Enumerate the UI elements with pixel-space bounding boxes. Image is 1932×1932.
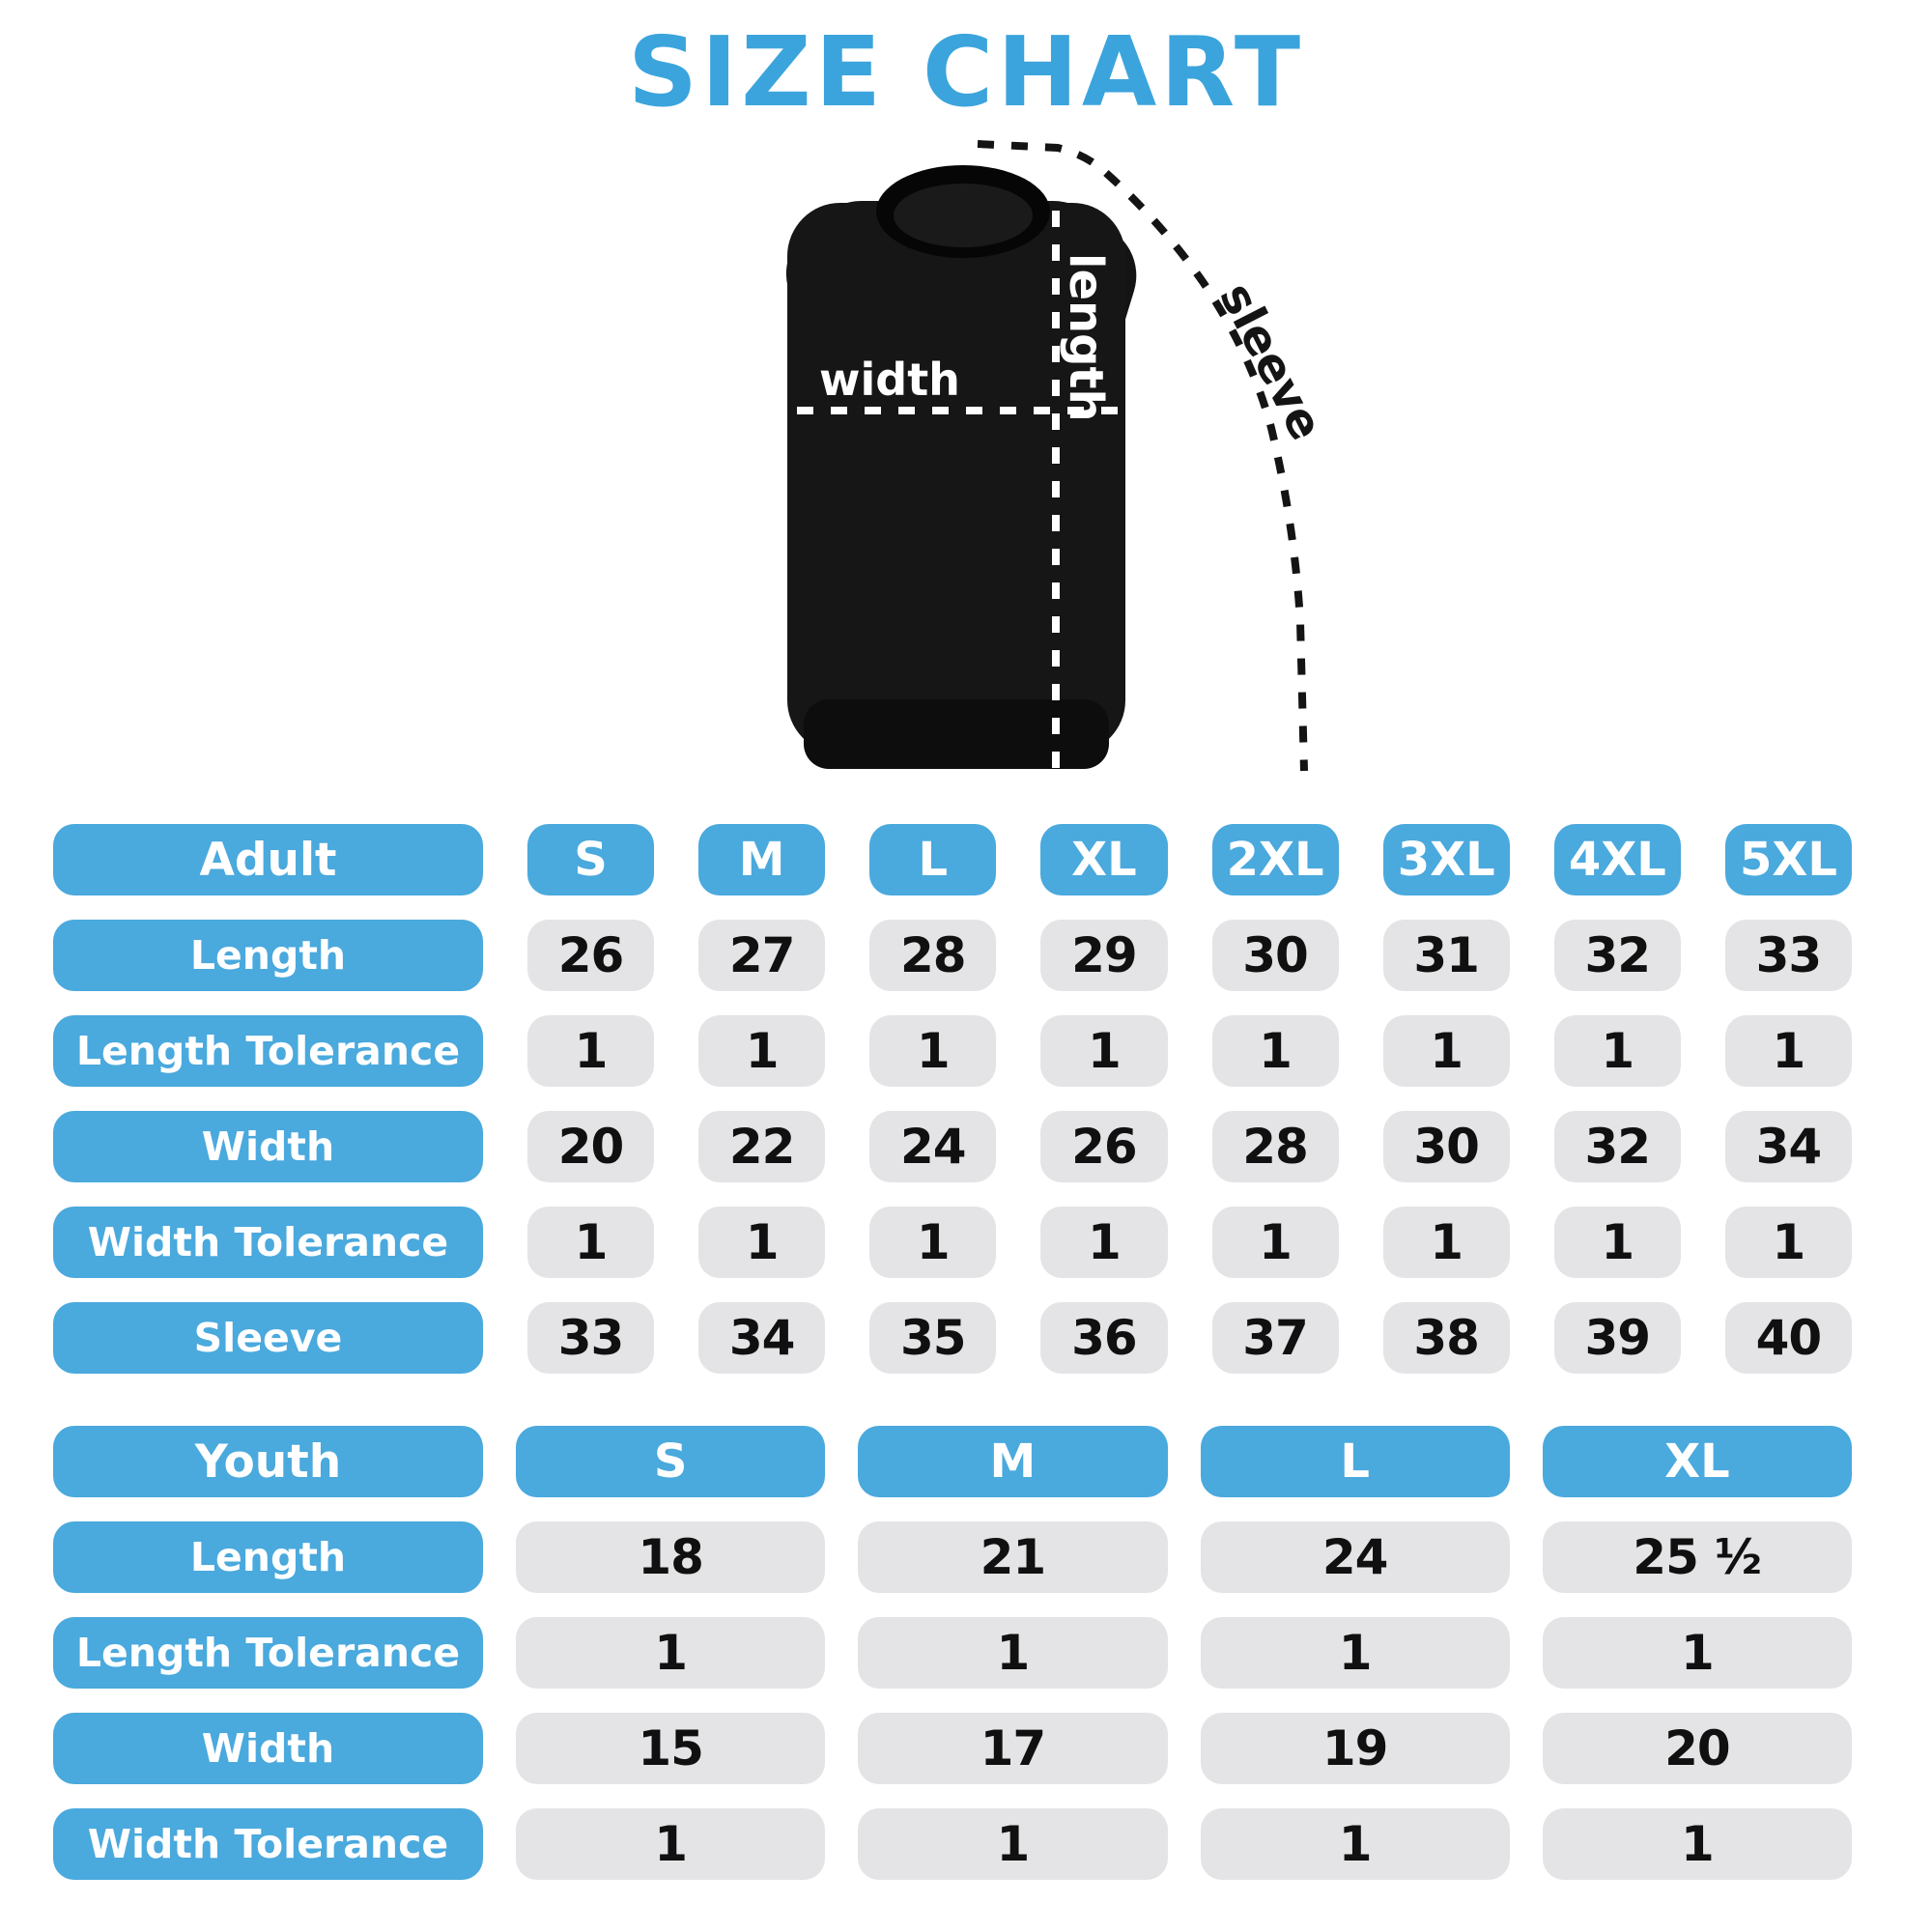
collar-inner — [894, 184, 1033, 247]
value-cell: 31 — [1383, 920, 1510, 991]
sweatshirt-diagram — [531, 108, 1352, 808]
value-cell: 30 — [1383, 1111, 1510, 1182]
size-header-cell: M — [698, 824, 825, 895]
value-cell: 32 — [1554, 1111, 1681, 1182]
value-cell: 1 — [1554, 1207, 1681, 1278]
value-cell: 26 — [527, 920, 654, 991]
value-cell: 1 — [869, 1207, 996, 1278]
value-cell: 25 ¹⁄₂ — [1543, 1521, 1852, 1593]
value-cell: 1 — [1201, 1808, 1510, 1880]
table-title-cell: Adult — [53, 824, 483, 895]
sweatshirt-graphic — [531, 108, 1352, 808]
value-cell: 21 — [858, 1521, 1167, 1593]
value-cell: 1 — [516, 1617, 825, 1689]
value-cell: 1 — [1554, 1015, 1681, 1087]
hem-band — [804, 699, 1109, 769]
value-cell: 1 — [1725, 1207, 1852, 1278]
table-row — [53, 1015, 1852, 1087]
value-cell: 28 — [1212, 1111, 1339, 1182]
value-cell: 34 — [698, 1302, 825, 1374]
table-row — [53, 1111, 1852, 1182]
value-cell: 36 — [1040, 1302, 1167, 1374]
row-label-cell: Width — [53, 1111, 483, 1182]
value-cell: 1 — [869, 1015, 996, 1087]
value-cell: 29 — [1040, 920, 1167, 991]
value-cell: 1 — [1040, 1015, 1167, 1087]
table-row — [53, 1808, 1852, 1880]
value-cell: 17 — [858, 1713, 1167, 1784]
row-label-cell: Length Tolerance — [53, 1015, 483, 1087]
value-cell: 1 — [698, 1015, 825, 1087]
table-title-cell: Youth — [53, 1426, 483, 1497]
value-cell: 1 — [1201, 1617, 1510, 1689]
size-header-cell: 4XL — [1554, 824, 1681, 895]
value-cell: 1 — [1383, 1207, 1510, 1278]
size-header-cell: 5XL — [1725, 824, 1852, 895]
value-cell: 1 — [1725, 1015, 1852, 1087]
size-header-cell: 3XL — [1383, 824, 1510, 895]
size-header-cell: 2XL — [1212, 824, 1339, 895]
value-cell: 26 — [1040, 1111, 1167, 1182]
table-row — [53, 1302, 1852, 1374]
row-label-cell: Length — [53, 1521, 483, 1593]
value-cell: 22 — [698, 1111, 825, 1182]
value-cell: 34 — [1725, 1111, 1852, 1182]
value-cell: 24 — [1201, 1521, 1510, 1593]
value-cell: 1 — [1040, 1207, 1167, 1278]
value-cell: 32 — [1554, 920, 1681, 991]
table-row — [53, 1617, 1852, 1689]
table-row — [53, 1207, 1852, 1278]
table-row — [53, 920, 1852, 991]
value-cell: 1 — [698, 1207, 825, 1278]
value-cell: 20 — [527, 1111, 654, 1182]
value-cell: 1 — [1212, 1207, 1339, 1278]
value-cell: 1 — [1212, 1015, 1339, 1087]
value-cell: 40 — [1725, 1302, 1852, 1374]
size-header-cell: S — [516, 1426, 825, 1497]
row-label-cell: Length — [53, 920, 483, 991]
value-cell: 33 — [527, 1302, 654, 1374]
length-label: length — [1059, 253, 1113, 422]
table-header-row — [53, 824, 1852, 895]
table-header-row — [53, 1426, 1852, 1497]
value-cell: 24 — [869, 1111, 996, 1182]
value-cell: 1 — [527, 1207, 654, 1278]
sleeve-label: sleeve — [1208, 274, 1334, 449]
row-label-cell: Width Tolerance — [53, 1808, 483, 1880]
width-label: width — [819, 354, 960, 406]
row-label-cell: Width — [53, 1713, 483, 1784]
size-header-cell: L — [869, 824, 996, 895]
value-cell: 1 — [527, 1015, 654, 1087]
row-label-cell: Length Tolerance — [53, 1617, 483, 1689]
adult-size-table — [53, 824, 1852, 1398]
value-cell: 15 — [516, 1713, 825, 1784]
value-cell: 28 — [869, 920, 996, 991]
value-cell: 1 — [858, 1808, 1167, 1880]
value-cell: 38 — [1383, 1302, 1510, 1374]
row-label-cell: Width Tolerance — [53, 1207, 483, 1278]
value-cell: 27 — [698, 920, 825, 991]
value-cell: 18 — [516, 1521, 825, 1593]
table-row — [53, 1713, 1852, 1784]
value-cell: 35 — [869, 1302, 996, 1374]
size-header-cell: M — [858, 1426, 1167, 1497]
size-header-cell: XL — [1543, 1426, 1852, 1497]
value-cell: 30 — [1212, 920, 1339, 991]
value-cell: 1 — [858, 1617, 1167, 1689]
value-cell: 1 — [1543, 1808, 1852, 1880]
value-cell: 1 — [1543, 1617, 1852, 1689]
value-cell: 39 — [1554, 1302, 1681, 1374]
size-header-cell: XL — [1040, 824, 1167, 895]
value-cell: 1 — [1383, 1015, 1510, 1087]
value-cell: 19 — [1201, 1713, 1510, 1784]
youth-size-table — [53, 1426, 1852, 1904]
value-cell: 37 — [1212, 1302, 1339, 1374]
value-cell: 20 — [1543, 1713, 1852, 1784]
size-header-cell: L — [1201, 1426, 1510, 1497]
row-label-cell: Sleeve — [53, 1302, 483, 1374]
value-cell: 1 — [516, 1808, 825, 1880]
value-cell: 33 — [1725, 920, 1852, 991]
page-title: SIZE CHART — [627, 15, 1305, 128]
table-row — [53, 1521, 1852, 1593]
size-header-cell: S — [527, 824, 654, 895]
